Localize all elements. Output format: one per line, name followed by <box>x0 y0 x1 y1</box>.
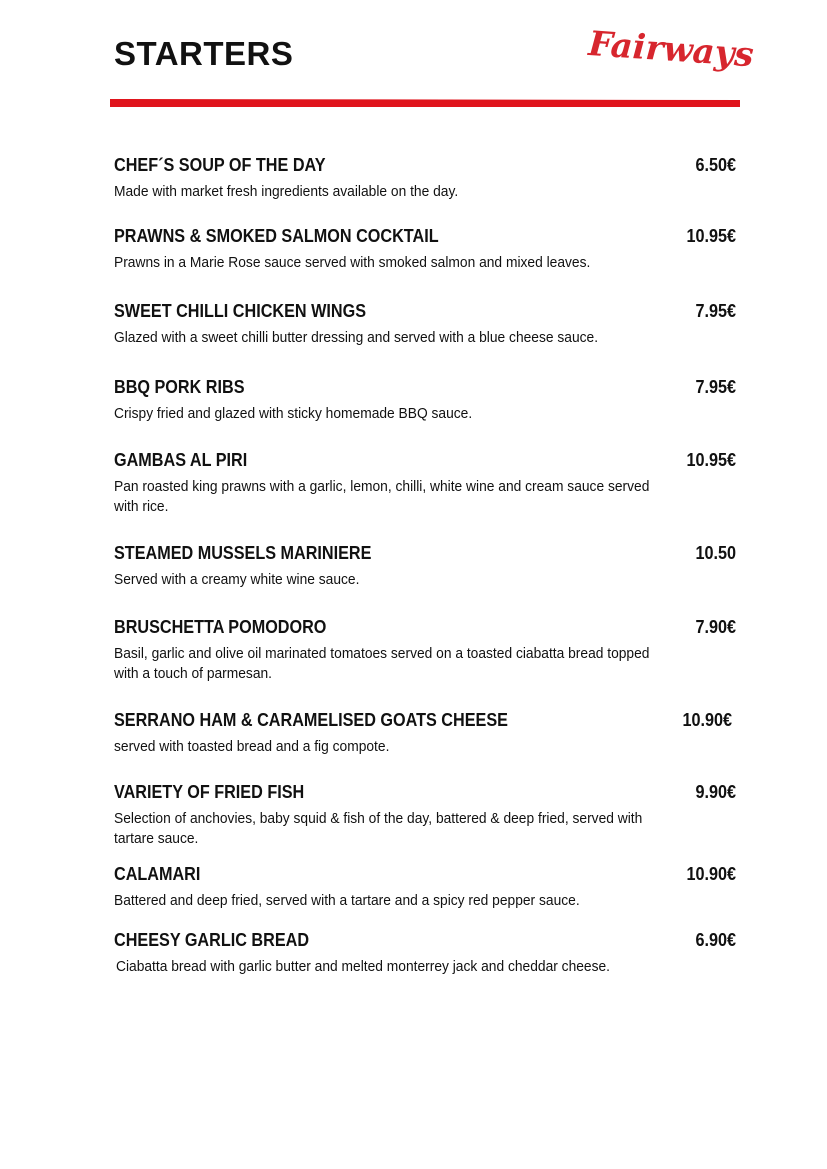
menu-item-price: 6.50€ <box>695 155 736 175</box>
menu-item-price: 10.95€ <box>686 450 736 470</box>
menu-item-description: Served with a creamy white wine sauce. <box>114 571 360 588</box>
menu-item-description: Battered and deep fried, served with a tartare and a spicy red pepper sauce. <box>114 892 580 909</box>
menu-item-name: BBQ PORK RIBS <box>114 377 245 397</box>
menu-item-price: 10.50 <box>695 543 736 563</box>
menu-item-price: 7.95€ <box>695 377 736 397</box>
menu-item-description: Glazed with a sweet chilli butter dressing and served with a blue cheese sauce. <box>114 329 599 346</box>
menu-item-name: CHEF´S SOUP OF THE DAY <box>114 155 326 175</box>
menu-item-name: PRAWNS & SMOKED SALMON COCKTAIL <box>114 226 439 246</box>
brand-wordmark: Fairways <box>587 23 755 76</box>
header-divider <box>110 99 740 107</box>
menu-item-name: GAMBAS AL PIRI <box>114 450 248 470</box>
menu-item-name: STEAMED MUSSELS MARINIERE <box>114 543 372 563</box>
menu-item-name: BRUSCHETTA POMODORO <box>114 617 327 637</box>
menu-item-description: served with toasted bread and a fig compote. <box>114 738 390 755</box>
menu-item-description: Prawns in a Marie Rose sauce served with smoked salmon and mixed leaves. <box>114 254 591 271</box>
menu-item-price: 9.90€ <box>695 782 736 802</box>
menu-item-description: Ciabatta bread with garlic butter and melted monterrey jack and cheddar cheese. <box>116 958 611 975</box>
menu-item-price: 10.90€ <box>686 864 736 884</box>
menu-item-name: SWEET CHILLI CHICKEN WINGS <box>114 301 366 321</box>
menu-item-name: VARIETY OF FRIED FISH <box>114 782 305 802</box>
menu-item-description: Basil, garlic and olive oil marinated tomatoes served on a toasted ciabatta bread topped with a touch of parmesan. <box>114 645 650 682</box>
menu-item-name: SERRANO HAM & CARAMELISED GOATS CHEESE <box>114 710 508 730</box>
fairways-logo <box>586 23 755 80</box>
menu-item-description: Made with market fresh ingredients available on the day. <box>114 183 459 200</box>
menu-item-description: Pan roasted king prawns with a garlic, lemon, chilli, white wine and cream sauce served with rice. <box>114 478 650 515</box>
menu-item-description: Crispy fried and glazed with sticky homemade BBQ sauce. <box>114 405 473 422</box>
menu-item-name: CHEESY GARLIC BREAD <box>114 930 310 950</box>
menu-item-price: 10.90€ <box>682 710 732 730</box>
menu-item-price: 7.90€ <box>695 617 736 637</box>
menu-item-price: 10.95€ <box>686 226 736 246</box>
menu-item-price: 7.95€ <box>695 301 736 321</box>
menu-item-name: CALAMARI <box>114 864 201 884</box>
page-title: STARTERS <box>114 35 294 72</box>
menu-item-description: Selection of anchovies, baby squid & fish of the day, battered & deep fried, served with tartare sauce. <box>114 810 643 847</box>
menu-item-price: 6.90€ <box>695 930 736 950</box>
